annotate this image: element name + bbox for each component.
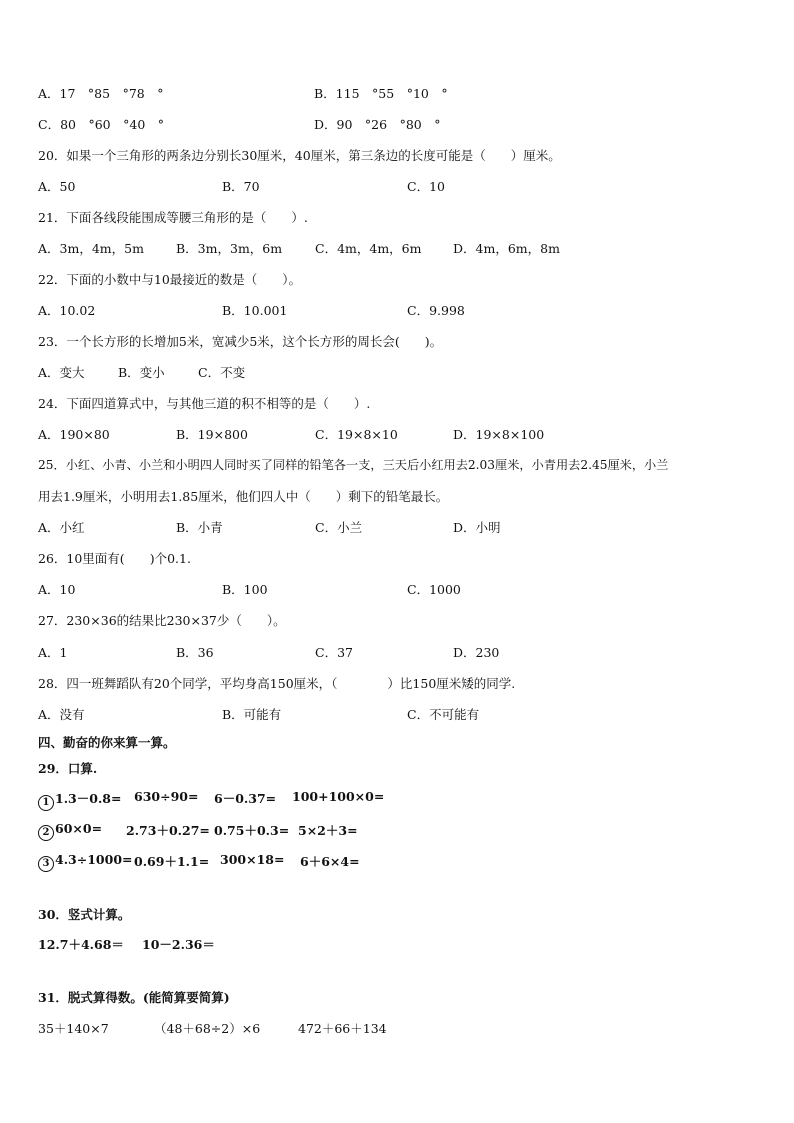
q29-row3-item3: 300×18= (220, 852, 285, 867)
q22-option-b: B．10.001 (222, 303, 288, 318)
q25-option-d: D．小明 (453, 520, 501, 535)
q25-option-a: A．小红 (38, 520, 85, 535)
q20-stem: 20．如果一个三角形的两条边分别长30厘米，40厘米，第三条边的长度可能是（ ）厘米。 (38, 148, 561, 163)
q24-option-d: D．19×8×100 (453, 427, 545, 442)
q29-row1-item3: 6－0.37= (214, 791, 277, 806)
q27-stem: 27．230×36的结果比230×37少（ ）。 (38, 613, 286, 628)
q24-stem: 24．下面四道算式中，与其他三道的积不相等的是（ ）. (38, 396, 371, 411)
q27-option-a: A．1 (38, 645, 68, 660)
q31-item2: （48＋68÷2）×6 (154, 1021, 261, 1036)
q27-option-b: B．36 (176, 645, 214, 660)
q22-option-c: C．9.998 (407, 303, 465, 318)
q21-option-d: D．4m，6m，8m (453, 241, 560, 256)
circled-number-2: 2 (38, 825, 54, 841)
q29-row2-item2: 2.73＋0.27= (126, 823, 210, 838)
q23-option-b: B．变小 (118, 365, 165, 380)
section-heading: 四、勤奋的你来算一算。 (38, 735, 176, 750)
q29-row3-item4: 6＋6×4= (300, 854, 360, 869)
q30-item1: 12.7＋4.68＝ (38, 937, 124, 952)
q27-option-c: C．37 (315, 645, 353, 660)
q22-option-a: A．10.02 (38, 303, 96, 318)
q26-option-c: C．1000 (407, 582, 461, 597)
q28-option-b: B．可能有 (222, 707, 282, 722)
q31-item3: 472＋66＋134 (298, 1021, 387, 1036)
q29-row3-item2: 0.69＋1.1= (134, 854, 210, 869)
q28-option-a: A．没有 (38, 707, 85, 722)
q31-item1: 35＋140×7 (38, 1021, 109, 1036)
q29-row1-item2: 630÷90= (134, 789, 199, 804)
q23-option-a: A．变大 (38, 365, 85, 380)
q25-stem-line1: 25．小红、小青、小兰和小明四人同时买了同样的铅笔各一支，三天后小红用去2.03厘米，小青用去2.45厘米，小兰 (38, 458, 669, 472)
q28-stem: 28．四一班舞蹈队有20个同学，平均身高150厘米，（ ）比150厘米矮的同学. (38, 676, 516, 691)
q19-option-d: D．90 °26 °80 ° (314, 117, 441, 132)
q23-stem: 23．一个长方形的长增加5米，宽减少5米，这个长方形的周长会( )。 (38, 334, 443, 349)
q27-option-d: D．230 (453, 645, 500, 660)
q20-option-c: C．10 (407, 179, 445, 194)
q29-row1-item4: 100+100×0= (292, 789, 385, 804)
q19-option-c: C．80 °60 °40 ° (38, 117, 165, 132)
q25-option-b: B．小青 (176, 520, 223, 535)
q19-option-a: A．17 °85 °78 ° (38, 86, 164, 101)
q29-row2-item4: 5×2＋3= (298, 823, 358, 838)
q20-option-a: A．50 (38, 179, 76, 194)
q21-option-c: C．4m，4m，6m (315, 241, 422, 256)
q20-option-b: B．70 (222, 179, 260, 194)
q29-row3-item1: 3 4.3÷1000= (38, 852, 132, 872)
q24-option-c: C．19×8×10 (315, 427, 398, 442)
q29-row1-item1: 1 1.3－0.8= (38, 789, 121, 811)
q21-option-a: A．3m，4m，5m (38, 241, 144, 256)
q21-stem: 21．下面各线段能围成等腰三角形的是（ ）. (38, 210, 308, 225)
q25-option-c: C．小兰 (315, 520, 363, 535)
q22-stem: 22．下面的小数中与10最接近的数是（ ）。 (38, 272, 302, 287)
q31-stem: 31．脱式算得数。(能简算要简算) (38, 990, 230, 1005)
q30-item2: 10－2.36＝ (142, 937, 215, 952)
q23-option-c: C．不变 (198, 365, 246, 380)
circled-number-3: 3 (38, 856, 54, 872)
q29-row2-item1: 2 60×0= (38, 821, 102, 841)
q24-option-b: B．19×800 (176, 427, 248, 442)
q19-option-b: B．115 °55 °10 ° (314, 86, 448, 101)
q26-stem: 26．10里面有( )个0.1. (38, 551, 191, 566)
q26-option-b: B．100 (222, 582, 268, 597)
q21-option-b: B．3m，3m，6m (176, 241, 283, 256)
circled-number-1: 1 (38, 795, 54, 811)
q30-stem: 30．竖式计算。 (38, 907, 131, 922)
q24-option-a: A．190×80 (38, 427, 110, 442)
q26-option-a: A．10 (38, 582, 76, 597)
q29-stem: 29．口算. (38, 761, 98, 776)
q29-row2-item3: 0.75＋0.3= (214, 823, 290, 838)
q25-stem-line2: 用去1.9厘米，小明用去1.85厘米，他们四人中（ ）剩下的铅笔最长。 (38, 489, 449, 504)
q28-option-c: C．不可能有 (407, 707, 480, 722)
